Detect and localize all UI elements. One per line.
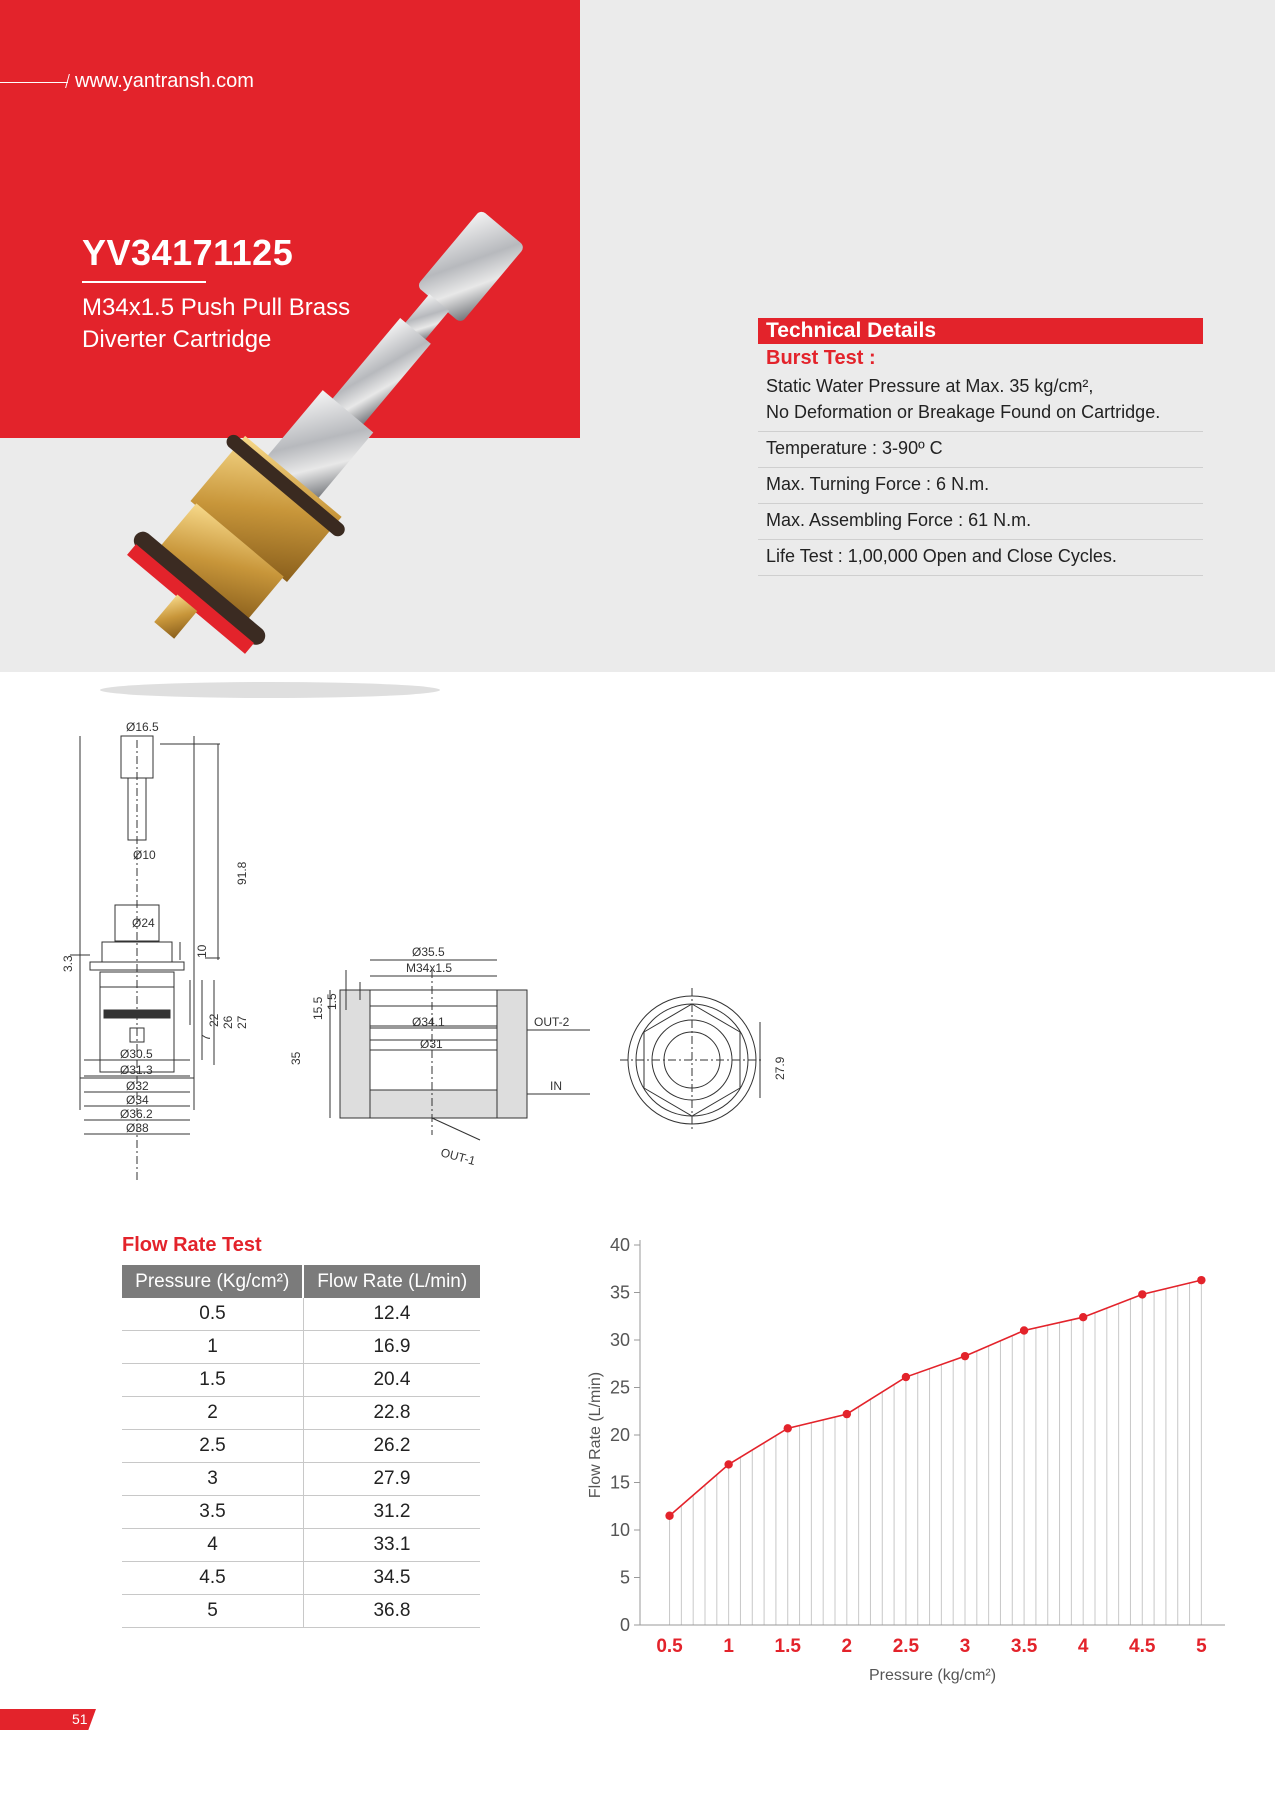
technical-details-title: Technical Details <box>758 318 1203 344</box>
dim-d34-1: Ø34.1 <box>412 1015 445 1029</box>
chart-x-label: Pressure (kg/cm²) <box>868 1667 997 1684</box>
website-link[interactable]: www.yantransh.com <box>75 70 254 92</box>
cell-flow: 16.9 <box>303 1331 480 1364</box>
flow-rate-table <box>122 1265 480 1628</box>
cell-flow: 12.4 <box>303 1298 480 1331</box>
x-tick-label: 2 <box>841 1636 853 1657</box>
cell-pressure: 4 <box>122 1529 303 1562</box>
data-point <box>1020 1326 1028 1334</box>
chart-series <box>665 1276 1205 1520</box>
table-row <box>122 1529 480 1562</box>
product-name-line1: M34x1.5 Push Pull Brass <box>82 294 351 321</box>
dim-35: 35 <box>289 1051 303 1065</box>
x-tick-label: 4.5 <box>1129 1636 1156 1657</box>
x-tick-label: 1 <box>723 1636 734 1657</box>
y-tick-label: 0 <box>619 1615 630 1635</box>
data-point <box>902 1373 910 1381</box>
dim-d31: Ø31 <box>420 1037 443 1051</box>
table-row <box>122 1595 480 1628</box>
cell-pressure: 1 <box>122 1331 303 1364</box>
y-tick-label: 40 <box>609 1235 630 1255</box>
dim-27: 27 <box>235 1015 249 1029</box>
website-rule <box>0 82 68 83</box>
table-row <box>122 1298 480 1331</box>
data-point <box>961 1352 969 1360</box>
x-tick-label: 1.5 <box>774 1636 801 1657</box>
col-pressure: Pressure (Kg/cm²) <box>122 1265 303 1298</box>
y-tick-label: 5 <box>619 1567 630 1588</box>
series-line <box>670 1280 1202 1516</box>
x-tick-label: 5 <box>1196 1636 1207 1657</box>
x-tick-label: 2.5 <box>892 1636 920 1657</box>
product-name-line2: Diverter Cartridge <box>82 326 272 353</box>
data-point <box>1138 1290 1146 1298</box>
table-row <box>122 1562 480 1595</box>
product-code: YV34171125 <box>82 232 294 273</box>
dim-3-3: 3.3 <box>61 955 75 972</box>
col-flow-rate: Flow Rate (L/min) <box>303 1265 480 1298</box>
dim-27-9: 27.9 <box>773 1056 787 1080</box>
x-tick-label: 4 <box>1077 1636 1089 1657</box>
dim-d34: Ø34 <box>126 1093 149 1107</box>
data-point <box>724 1460 732 1468</box>
y-tick-label: 20 <box>609 1425 630 1445</box>
technical-drawing <box>60 710 820 1190</box>
table-row <box>122 1430 480 1463</box>
data-point <box>665 1512 673 1520</box>
label-in: IN <box>550 1079 562 1093</box>
dim-91-8: 91.8 <box>235 861 249 885</box>
data-point <box>843 1410 851 1418</box>
dim-10: 10 <box>195 944 209 958</box>
data-point <box>1079 1313 1087 1321</box>
dim-thread: M34x1.5 <box>406 961 453 975</box>
table-row <box>122 1364 480 1397</box>
dim-1-5: 1.5 <box>325 993 339 1010</box>
dim-22: 22 <box>207 1013 221 1027</box>
flow-rate-chart <box>570 1225 1240 1685</box>
y-tick-label: 10 <box>609 1520 630 1540</box>
dim-d30-5: Ø30.5 <box>120 1047 153 1061</box>
dim-26: 26 <box>221 1015 235 1029</box>
table-row <box>122 1496 480 1529</box>
top-view <box>620 988 764 1132</box>
x-tick-label: 3.5 <box>1010 1636 1038 1657</box>
cell-pressure: 3.5 <box>122 1496 303 1529</box>
burst-test-text <box>758 370 1203 432</box>
section-view <box>330 960 590 1140</box>
technical-details <box>758 318 1203 576</box>
cell-pressure: 2.5 <box>122 1430 303 1463</box>
y-tick-label: 35 <box>609 1282 630 1303</box>
label-out-2: OUT-2 <box>534 1015 570 1029</box>
y-tick-label: 15 <box>609 1472 630 1493</box>
table-row <box>122 1463 480 1496</box>
cell-pressure: 2 <box>122 1397 303 1430</box>
cell-flow: 20.4 <box>303 1364 480 1397</box>
cell-flow: 26.2 <box>303 1430 480 1463</box>
x-tick-label: 0.5 <box>656 1636 683 1657</box>
page-number: 51 <box>72 1711 88 1727</box>
burst-line-2: No Deformation or Breakage Found on Cartridge. <box>766 402 1161 422</box>
cell-flow: 27.9 <box>303 1463 480 1496</box>
y-tick-label: 30 <box>609 1330 630 1350</box>
dim-d32: Ø32 <box>126 1079 149 1093</box>
dim-d24: Ø24 <box>132 916 155 930</box>
dim-d38: Ø38 <box>126 1121 149 1135</box>
cell-pressure: 0.5 <box>122 1298 303 1331</box>
chart-y-label: Flow Rate (L/min) <box>587 1371 604 1499</box>
table-row <box>122 1331 480 1364</box>
label-out-1: OUT-1 <box>439 1145 477 1169</box>
dim-d31-3: Ø31.3 <box>120 1063 153 1077</box>
flow-rate-title: Flow Rate Test <box>122 1234 262 1256</box>
dim-15-5: 15.5 <box>311 996 325 1020</box>
dim-d36-2: Ø36.2 <box>120 1107 153 1121</box>
cell-pressure: 5 <box>122 1595 303 1628</box>
cell-pressure: 3 <box>122 1463 303 1496</box>
assembling-force-row: Max. Assembling Force : 61 N.m. <box>758 504 1203 540</box>
table-row <box>122 1397 480 1430</box>
cell-flow: 22.8 <box>303 1397 480 1430</box>
cell-flow: 31.2 <box>303 1496 480 1529</box>
turning-force-row: Max. Turning Force : 6 N.m. <box>758 468 1203 504</box>
y-tick-label: 25 <box>609 1377 630 1398</box>
product-image <box>70 190 610 710</box>
cell-pressure: 1.5 <box>122 1364 303 1397</box>
cell-pressure: 4.5 <box>122 1562 303 1595</box>
dim-d35-5: Ø35.5 <box>412 945 445 959</box>
cell-flow: 33.1 <box>303 1529 480 1562</box>
burst-line-1: Static Water Pressure at Max. 35 kg/cm², <box>766 376 1094 396</box>
x-tick-label: 3 <box>959 1636 971 1657</box>
data-point <box>1197 1276 1205 1284</box>
life-test-row: Life Test : 1,00,000 Open and Close Cycles. <box>758 540 1203 576</box>
dim-7: 7 <box>199 1034 213 1041</box>
dim-d10: Ø10 <box>133 848 156 862</box>
temperature-row: Temperature : 3-90º C <box>758 432 1203 468</box>
data-point <box>784 1424 792 1432</box>
cell-flow: 34.5 <box>303 1562 480 1595</box>
burst-test-title: Burst Test : <box>766 347 876 369</box>
dim-d16-5: Ø16.5 <box>126 720 159 734</box>
cell-flow: 36.8 <box>303 1595 480 1628</box>
